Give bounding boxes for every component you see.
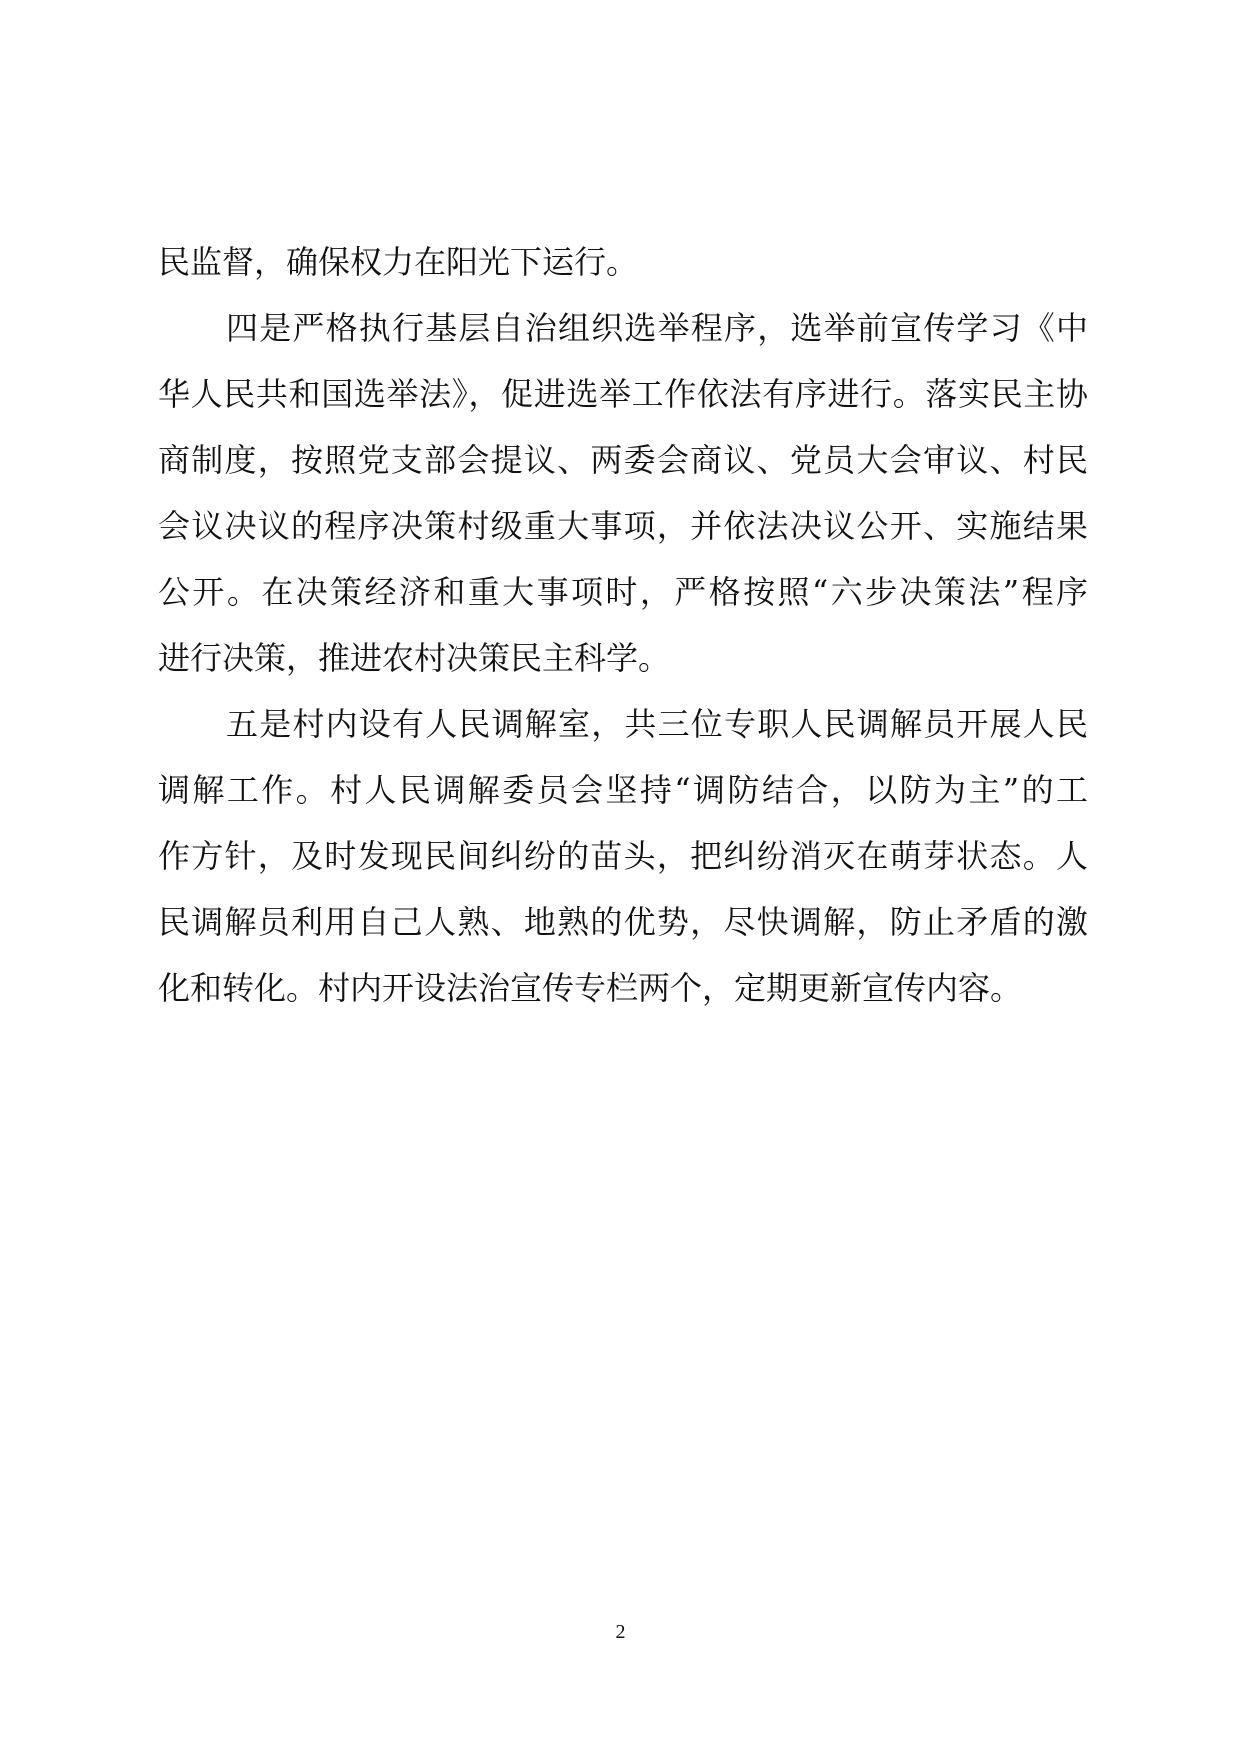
paragraph-line: 调解工作。村人民调解委员会坚持“调防结合，以防为主”的工 <box>158 771 1088 809</box>
paragraph-line: 四是严格执行基层自治组织选举程序，选举前宣传学习《中 <box>226 309 1088 347</box>
paragraph-line: 商制度，按照党支部会提议、两委会商议、党员大会审议、村民 <box>158 441 1088 479</box>
paragraph-line: 五是村内设有人民调解室，共三位专职人民调解员开展人民 <box>226 705 1088 743</box>
paragraph-line: 作方针，及时发现民间纠纷的苗头，把纠纷消灭在萌芽状态。人 <box>158 837 1088 875</box>
paragraph-line: 进行决策，推进农村决策民主科学。 <box>158 639 671 677</box>
paragraph-line: 华人民共和国选举法》，促进选举工作依法有序进行。落实民主协 <box>158 375 1088 413</box>
document-body <box>158 229 1088 1021</box>
paragraph-line: 民监督，确保权力在阳光下运行。 <box>158 243 639 281</box>
paragraph-line: 会议决议的程序决策村级重大事项，并依法决议公开、实施结果 <box>158 507 1088 545</box>
page-number: 2 <box>615 1621 626 1643</box>
paragraph-line: 化和转化。村内开设法治宣传专栏两个，定期更新宣传内容。 <box>158 969 1023 1007</box>
paragraph-line: 民调解员利用自己人熟、地熟的优势，尽快调解，防止矛盾的激 <box>158 903 1088 941</box>
paragraph-line: 公开。在决策经济和重大事项时，严格按照“六步决策法”程序 <box>158 573 1088 611</box>
